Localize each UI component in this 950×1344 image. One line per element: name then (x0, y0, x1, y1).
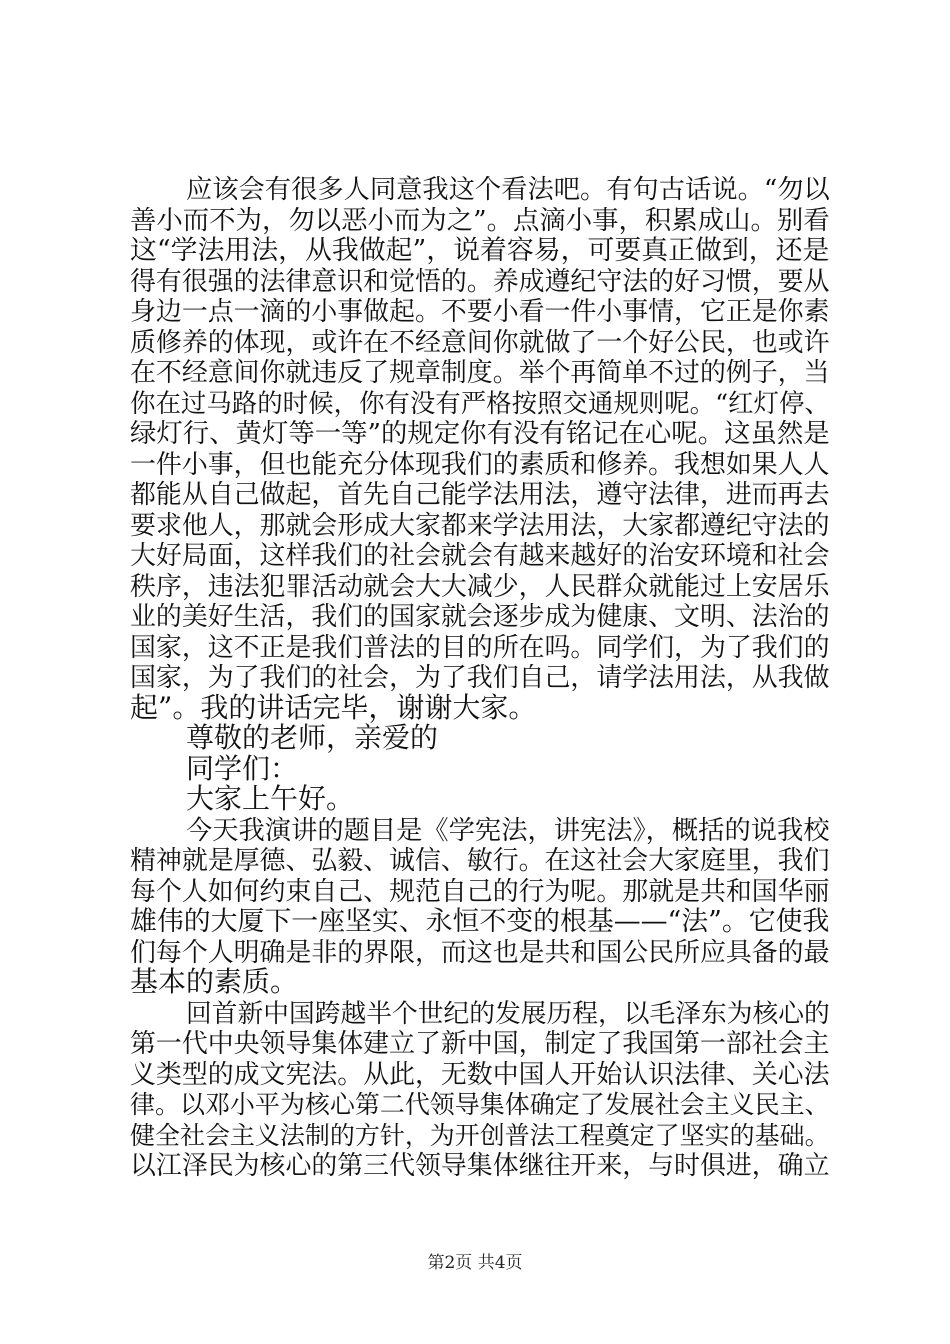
text-line: 秩序，违法犯罪活动就会大大减少，人民群众就能过上安居乐 (130, 571, 830, 602)
text-line: 回首新中国跨越半个世纪的发展历程，以毛泽东为核心的 (186, 998, 830, 1029)
text-line: 起”。我的讲话完毕，谢谢大家。 (130, 690, 537, 724)
text-line: 你在过马路的时候，你有没有严格按照交通规则呢。“红灯停、 (130, 387, 830, 418)
text-line: 善小而不为，勿以恶小而为之”。点滴小事，积累成山。别看 (130, 204, 830, 236)
text-line: 第一代中央领导集体建立了新中国，制定了我国第一部社会主 (130, 1029, 830, 1059)
text-line: 基本的素质。 (130, 965, 299, 998)
document-body (130, 174, 830, 1181)
text-line: 在不经意间你就违反了规章制度。举个再简单不过的例子，当 (130, 358, 830, 388)
text-line: 国家，为了我们的社会，为了我们自己，请学法用法，从我做 (130, 663, 830, 693)
text-line: 得有很强的法律意识和觉悟的。养成遵纪守法的好习惯，要从 (130, 266, 830, 297)
text-line: 尊敬的老师，亲爱的 (186, 721, 439, 754)
text-line: 同学们： (186, 751, 299, 785)
text-line: 业的美好生活，我们的国家就会逐步成为健康、文明、法治的 (130, 602, 830, 632)
text-line: 这“学法用法，从我做起”，说着容易，可要真正做到，还是 (130, 235, 830, 266)
text-line: 们每个人明确是非的界限，而这也是共和国公民所应具备的最 (130, 937, 830, 968)
text-line: 义类型的成文宪法。从此，无数中国人开始认识法律、关心法 (130, 1059, 830, 1090)
text-line: 国家，这不正是我们普法的目的所在吗。同学们，为了我们的 (130, 632, 830, 663)
text-line: 每个人如何约束自己、规范自己的行为呢。那就是共和国华丽 (130, 876, 830, 907)
text-line: 质修养的体现，或许在不经意间你就做了一个好公民，也或许 (130, 327, 830, 358)
text-line: 一件小事，但也能充分体现我们的素质和修养。我想如果人人 (130, 449, 830, 480)
text-line: 应该会有很多人同意我这个看法吧。有句古话说。“勿以 (186, 175, 830, 205)
text-line: 身边一点一滴的小事做起。不要小看一件小事情，它正是你素 (130, 297, 830, 327)
text-line: 健全社会主义法制的方针，为开创普法工程奠定了坚实的基础。 (130, 1120, 830, 1150)
text-line: 绿灯行、黄灯等一等”的规定你有没有铭记在心呢。这虽然是 (130, 418, 830, 449)
page-number-label: 第2页 共4页 (427, 1253, 523, 1273)
text-line: 都能从自己做起，首先自己能学法用法，遵守法律，进而再去 (130, 480, 830, 510)
text-line: 精神就是厚德、弘毅、诚信、敏行。在这社会大家庭里，我们 (130, 846, 830, 876)
text-line: 大家上午好。 (186, 782, 355, 815)
text-line: 律。以邓小平为核心第二代领导集体确定了发展社会主义民主、 (130, 1090, 830, 1119)
text-line: 雄伟的大厦下一座坚实、永恒不变的根基——“法”。它使我 (130, 906, 830, 937)
text-line: 今天我演讲的题目是《学宪法，讲宪法》，概括的说我校 (186, 815, 830, 846)
page-footer (0, 1248, 950, 1273)
text-line: 要求他人，那就会形成大家都来学法用法，大家都遵纪守法的 (130, 510, 830, 541)
text-line: 大好局面，这样我们的社会就会有越来越好的治安环境和社会 (130, 541, 830, 571)
text-line: 以江泽民为核心的第三代领导集体继往开来，与时俱进，确立 (130, 1151, 830, 1181)
